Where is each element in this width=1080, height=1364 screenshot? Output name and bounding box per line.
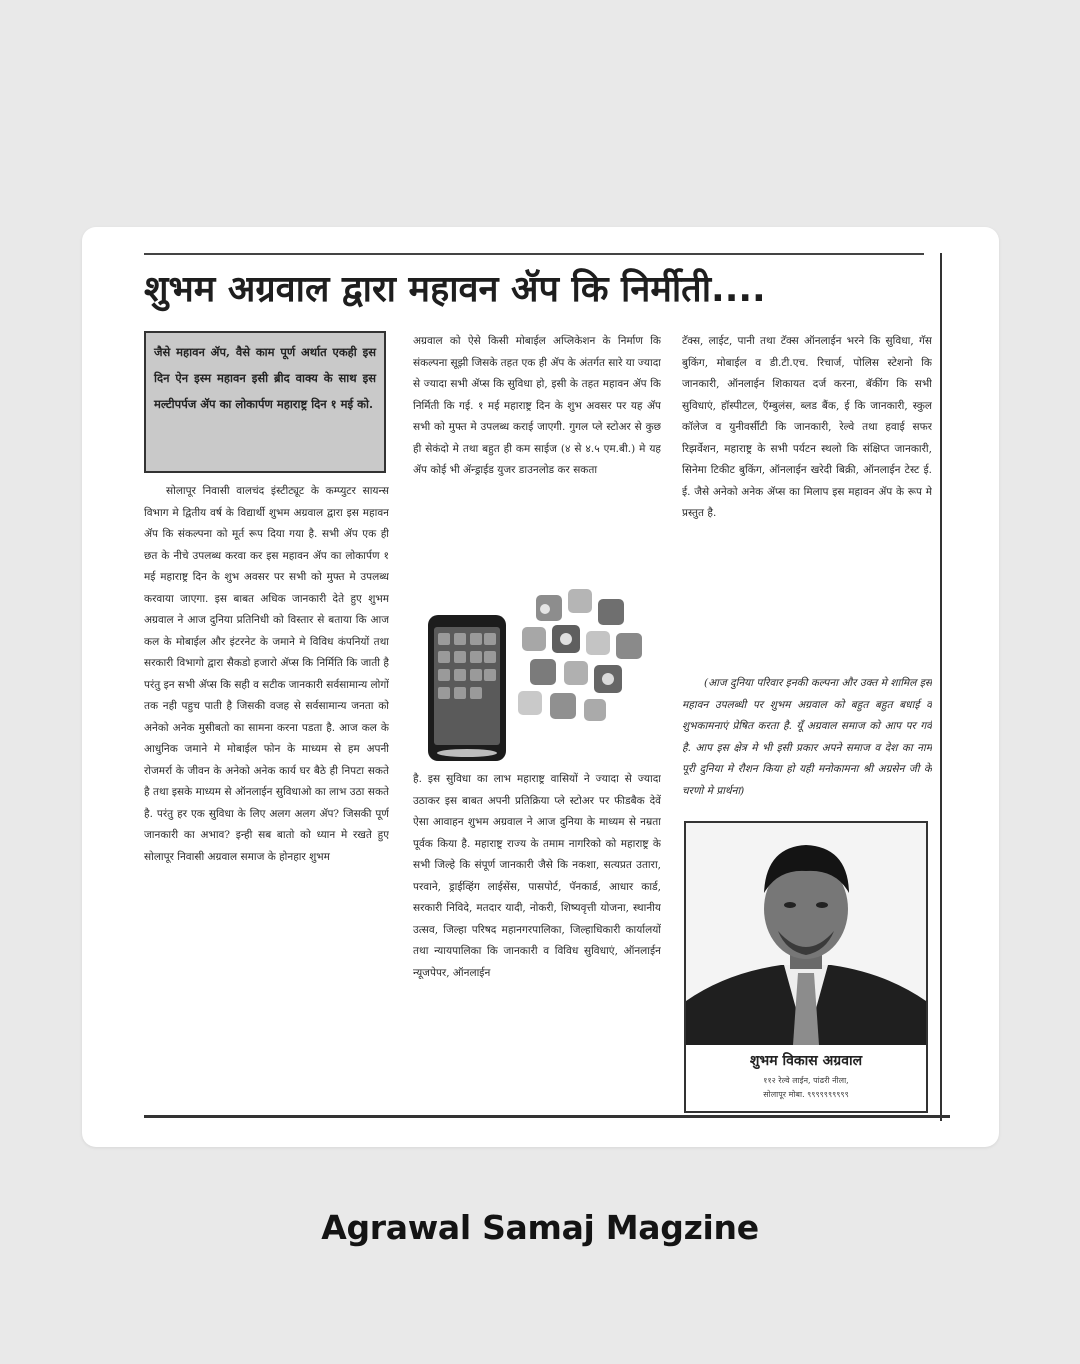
caption-address: ११२ रेल्वे लाईन, पांढरी नीला,	[763, 1076, 849, 1085]
top-rule	[144, 253, 924, 255]
newspaper-clipping	[142, 249, 947, 1124]
portrait-photo	[686, 823, 926, 1045]
floating-app-icons	[518, 589, 642, 721]
article-column-2-top	[413, 331, 661, 579]
column-2-top-text: अग्रवाल को ऐसे किसी मोबाईल अप्लिकेशन के निर्माण कि संकल्पना सूझी जिसके तहत एक ही ॲप के अंतर्गत सारे या ज्यादा से ज्यादा सभी ॲप्स कि सुविधा हो, इसी के तहत महावन ॲप कि निर्मिती कि गई. १ मई महाराष्ट्र दिन के शुभ अवसर पर यह ॲप सभी को मुफ्त मे उपलब्ध कराई जाएगी. गुगल प्ले स्टोअर से कुछ ही सेकंदो मे तथा बहुत ही कम साईज (४ से ४.५ एम.बी.) मे यह ॲप कोई भी ॲन्ड्राईड युजर डाउनलोड कर सकता	[413, 335, 661, 476]
magazine-title: Agrawal Samaj Magzine	[321, 1208, 759, 1247]
caption-phone: सोलापूर मोबा. ९९९९९९९९९९	[763, 1090, 849, 1099]
column-2-bottom-text: है. इस सुविधा का लाभ महाराष्ट्र वासियों ने ज्यादा से ज्यादा उठाकर इस बाबत अपनी प्रतिक्रिया प्ले स्टोअर पर फीडबैक देवें ऐसा आवाहन शुभम अग्रवाल ने आज दुनिया के माध्यम से नम्रता पूर्वक किया है. महाराष्ट्र राज्य के तमाम नागरिको को महाराष्ट्र के सभी जिल्हे कि संपूर्ण जानकारी जैसे कि नकशा, सत्यप्रत उतारा, परवाने, ड्राईव्हिंग लाईसेंस, पासपोर्ट, पॅनकार्ड, आधार कार्ड, सरकारी निविदे, मतदार यादी, नोकरी, शिष्यवृत्ती योजना, स्थानीय उत्सव, जिल्हा परिषद महानगरपालिका, जिल्हाधिकारी कार्यालयों तथा न्यायपालिका कि जानकारी व विविध सुविधाएं, ऑनलाईन न्यूजपेपर, ऑनलाईन	[413, 773, 661, 979]
right-rule	[940, 253, 942, 1121]
phone-apps-illustration	[418, 587, 658, 767]
article-column-1	[144, 481, 389, 1113]
headline: शुभम अग्रवाल द्वारा महावन ॲप कि निर्मीती....	[144, 269, 766, 310]
smartphone-icon	[428, 615, 506, 761]
article-card	[82, 227, 999, 1147]
column-3-italic-text: (आज दुनिया परिवार इनकी कल्पना और उक्त मे शामिल इस महावन उपलब्धी पर शुभम अग्रवाल को बहुत बहुत बधाई व शुभकामनाएं प्रेषित करता है. यूँ अग्रवाल समाज को आप पर गर्व है. आप इस क्षेत्र मे भी इसी प्रकार अपने समाज व देश का नाम पूरी दुनिया मे रौशन किया हो यही मनोकामना श्री अग्रसेन जी के चरणो मे प्रार्थना)	[682, 677, 932, 797]
intro-box: जैसे महावन ॲप, वैसे काम पूर्ण अर्थात एकही इस दिन ऐन इस्म महावन इसी ब्रीद वाक्य के साथ इस मल्टीपर्पज ॲप का लोकार्पण महाराष्ट्र दिन १ मई को.	[144, 331, 386, 473]
caption-name: शुभम विकास अग्रवाल	[749, 1053, 863, 1069]
column-3-text: टॅक्स, लाईट, पानी तथा टॅक्स ऑनलाईन भरने कि सुविधा, गॅस बुकिंग, मोबाईल व डी.टी.एच. रिचार्ज, पोलिस स्टेशनो कि जानकारी, ऑनलाईन शिकायत दर्ज करना, बॅकींग कि सभी सुविधाएं, हॉस्पीटल, ऍम्बुलंस, ब्लड बैंक, ई कि जानकारी, स्कुल कॉलेज व युनीवर्सीटी कि जानकारी, रेल्वे तथा हवाई सफर रिझर्वेशन, महाराष्ट्र के सभी पर्यटन स्थलो कि संक्षिप्त जानकारी, सिनेमा टिकीट बुकिंग, ऑनलाईन खरेदी बिक्री, ऑनलाईन टेस्ट ई. ई. जैसे अनेको अनेक ॲप्स का मिलाप इस महावन ॲप के रूप मे प्रस्तुत है.	[682, 335, 932, 519]
article-column-2-bottom	[413, 769, 661, 1115]
portrait-photo-frame	[684, 821, 928, 1113]
bottom-rule	[144, 1115, 950, 1118]
article-column-3-italic	[682, 673, 932, 823]
article-column-3	[682, 331, 932, 673]
column-1-text: सोलापूर निवासी वालचंद इंस्टीट्यूट के कम्प्युटर सायन्स विभाग मे द्वितीय वर्ष के विद्यार्थी शुभम अग्रवाल द्वारा इस महावन ॲप कि संकल्पना को मूर्त रूप दिया गया है. सभी ॲप एक ही छत के नीचे उपलब्ध करवा कर इस महावन ॲप का लोकार्पण १ मई महाराष्ट्र दिन के शुभ अवसर पर सभी को मुफ्त मे उपलब्ध करवाया जाएगा. इस बाबत अधिक जानकारी देते हुए शुभम अग्रवाल ने आज दुनिया प्रतिनिधी को विस्तार से बताया कि आज कल के मोबाईल और इंटरनेट के जमाने मे विविध कंपनियों तथा सरकारी विभागो द्वारा सैकडो हजारो ॲप्स कि निर्मिति कि जाती है परंतु इन सभी ॲप्स कि सही व सटीक जानकारी सर्वसामान्य लोगों तक नही पहुच पाती है जिसकी वजह से सर्वसामान्य जनता को अनेको अनेक मुसीबतो का सामना करना पडता है. आज कल के आधुनिक जमाने मे मोबाईल फोन के माध्यम से हम अपनी रोजमर्रा के जीवन के अनेको अनेक कार्य घर बैठे ही निपटा सकते है तथा इसके माध्यम से ऑनलाईन सुविधाओ का लाभ उठा सकते है. परंतु हर एक सुविधा के लिए अलग अलग ॲप? जिसकी पूर्ण जानकारी का अभाव? इन्ही सब बातो को ध्यान मे रखते हुए सोलापूर निवासी अग्रवाल समाज के होनहार शुभम	[144, 485, 389, 863]
